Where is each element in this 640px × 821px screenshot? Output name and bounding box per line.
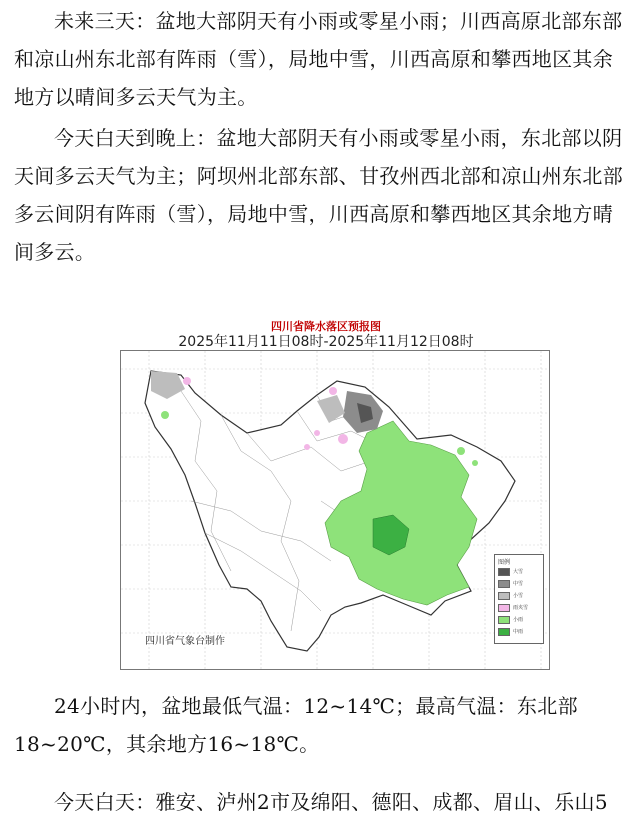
legend-item: 大雪 — [498, 567, 523, 576]
paragraph-temperature: 24小时内，盆地最低气温：12~14℃；最高气温：东北部18~20℃，其余地方16~18℃。 — [14, 694, 578, 756]
paragraph-today-forecast: 今天白天到晚上：盆地大部阴天有小雨或零星小雨，东北部以阴天间多云天气为主；阿坝州北部东部、甘孜州西北部和凉山州东北部多云间阴有阵雨（雪），局地中雪，川西高原和攀西地区其余地方晴间多云。 — [14, 126, 623, 264]
legend-item: 雨夹雪 — [498, 603, 528, 612]
map-area — [120, 350, 550, 670]
map-credit: 四川省气象台制作 — [145, 636, 225, 647]
map-subtitle: 2025年11月11日08时-2025年11月12日08时 — [178, 334, 474, 350]
legend-swatch — [498, 592, 510, 600]
precipitation-forecast-map — [100, 318, 552, 670]
sichuan-map-graphic — [121, 351, 549, 669]
paragraph-today-daytime: 今天白天：雅安、泸州2市及绵阳、德阳、成都、眉山、乐山5 — [54, 790, 608, 814]
map-title: 四川省降水落区预报图 — [271, 320, 381, 333]
legend-swatch — [498, 568, 510, 576]
legend-swatch — [498, 604, 510, 612]
legend-item: 中雪 — [498, 579, 523, 588]
legend-swatch — [498, 580, 510, 588]
legend-title: 图例 — [498, 559, 511, 566]
map-legend — [494, 554, 544, 644]
legend-item: 中雨 — [498, 627, 523, 636]
legend-swatch — [498, 628, 510, 636]
legend-item: 小雪 — [498, 591, 523, 600]
legend-item: 小雨 — [498, 615, 523, 624]
paragraph-three-day-forecast: 未来三天：盆地大部阴天有小雨或零星小雨；川西高原北部东部和凉山州东北部有阵雨（雪），局地中雪，川西高原和攀西地区其余地方以晴间多云天气为主。 — [14, 9, 623, 109]
legend-swatch — [498, 616, 510, 624]
